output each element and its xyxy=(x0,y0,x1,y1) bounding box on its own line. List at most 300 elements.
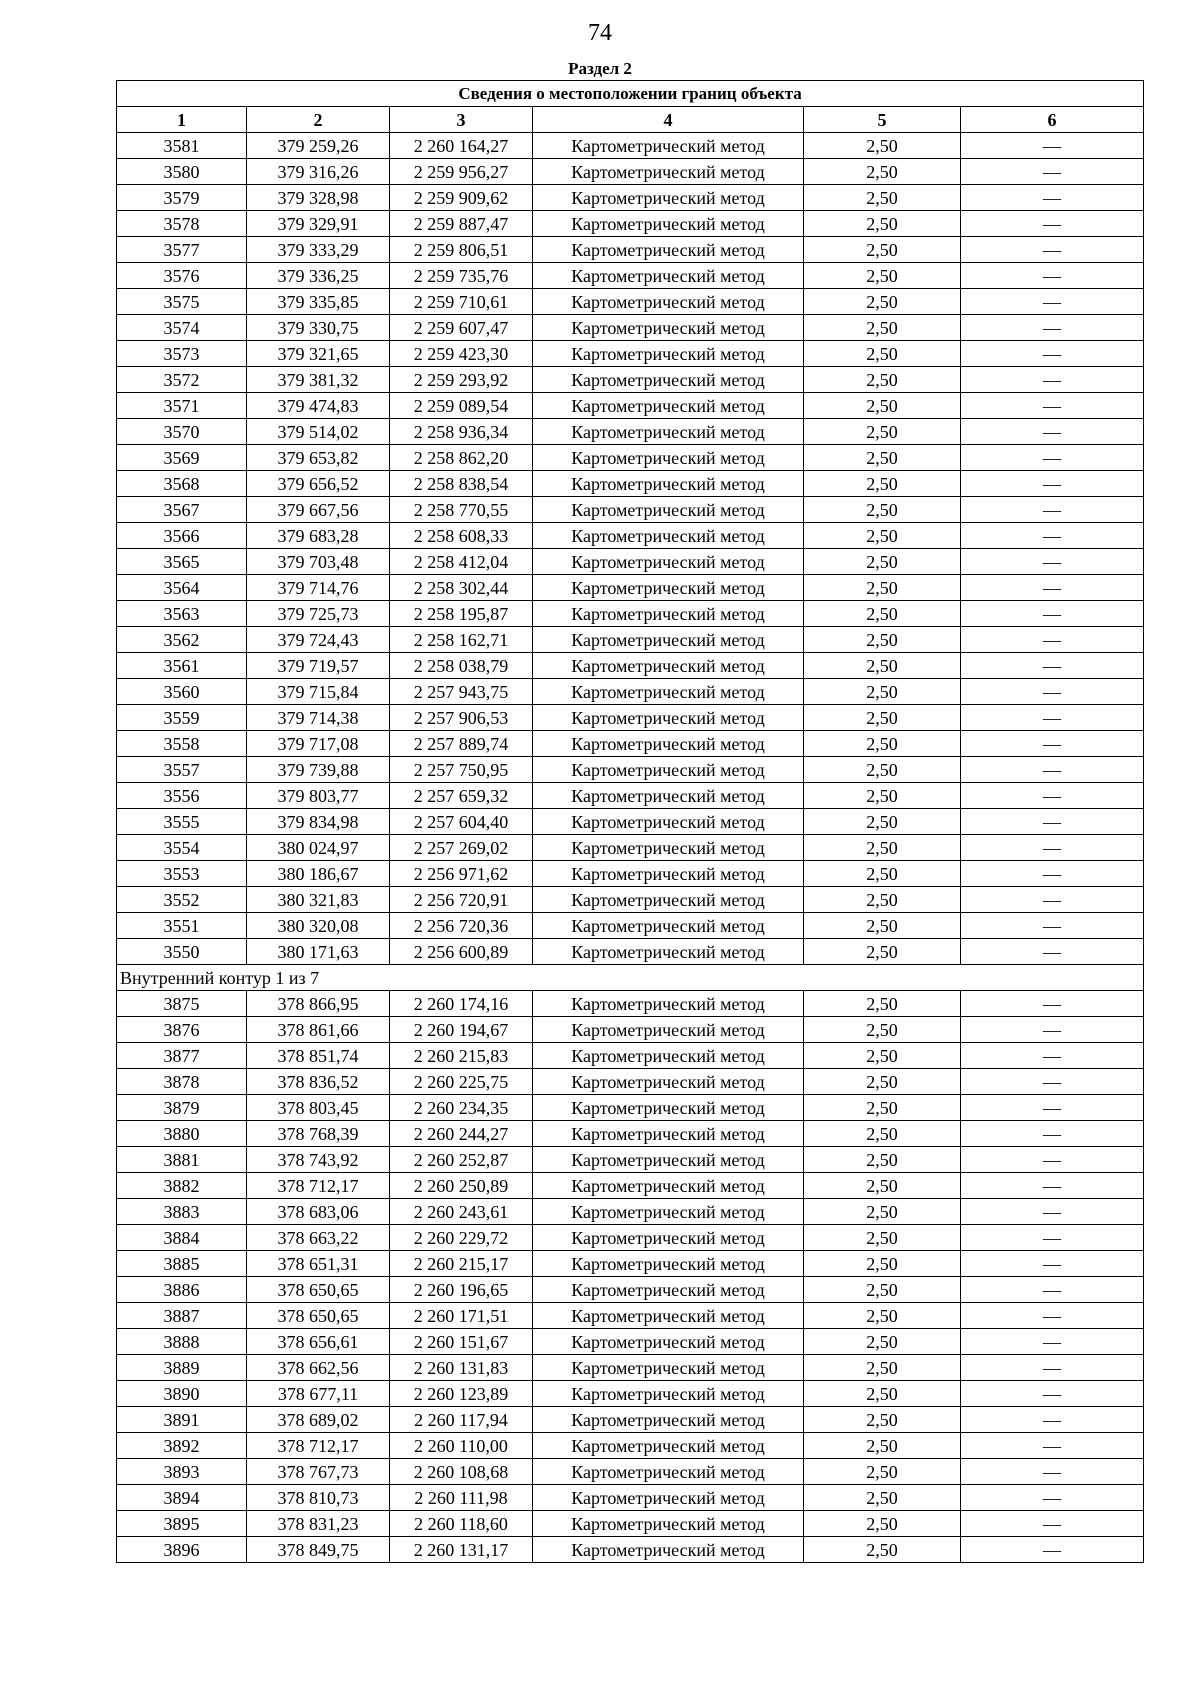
table-row xyxy=(117,705,1144,731)
table-cell: 379 259,26 xyxy=(247,133,390,159)
contour-label: Внутренний контур 1 из 7 xyxy=(117,965,1144,991)
table-cell: 2 257 604,40 xyxy=(390,809,533,835)
table-cell: — xyxy=(961,237,1144,263)
table-cell: — xyxy=(961,211,1144,237)
table-cell: 2,50 xyxy=(804,705,961,731)
table-cell: 2,50 xyxy=(804,367,961,393)
table-row xyxy=(117,367,1144,393)
table-row xyxy=(117,575,1144,601)
table-cell: 3880 xyxy=(117,1121,247,1147)
table-row xyxy=(117,1017,1144,1043)
table-cell: 2 260 131,17 xyxy=(390,1537,533,1563)
table-cell: 379 714,76 xyxy=(247,575,390,601)
table-cell: 2 258 838,54 xyxy=(390,471,533,497)
table-row xyxy=(117,1407,1144,1433)
table-cell: 3568 xyxy=(117,471,247,497)
table-cell: — xyxy=(961,939,1144,965)
table-row xyxy=(117,471,1144,497)
table-cell: Картометрический метод xyxy=(533,1303,804,1329)
table-cell: 3891 xyxy=(117,1407,247,1433)
table-cell: 2 259 806,51 xyxy=(390,237,533,263)
table-cell: — xyxy=(961,627,1144,653)
table-cell: 3572 xyxy=(117,367,247,393)
table-cell: 378 662,56 xyxy=(247,1355,390,1381)
table-cell: 2 259 710,61 xyxy=(390,289,533,315)
table-cell: Картометрический метод xyxy=(533,367,804,393)
table-cell: 3575 xyxy=(117,289,247,315)
table-cell: 2,50 xyxy=(804,315,961,341)
table-cell: 380 024,97 xyxy=(247,835,390,861)
table-row xyxy=(117,991,1144,1017)
table-cell: 378 677,11 xyxy=(247,1381,390,1407)
column-header: 6 xyxy=(961,107,1144,133)
table-cell: 2 259 956,27 xyxy=(390,159,533,185)
table-cell: Картометрический метод xyxy=(533,705,804,731)
column-header: 5 xyxy=(804,107,961,133)
table-cell: 2,50 xyxy=(804,341,961,367)
table-row xyxy=(117,731,1144,757)
table-cell: 379 739,88 xyxy=(247,757,390,783)
table-cell: 2 260 250,89 xyxy=(390,1173,533,1199)
table-cell: Картометрический метод xyxy=(533,575,804,601)
table-row xyxy=(117,1225,1144,1251)
table-cell: 3881 xyxy=(117,1147,247,1173)
table-cell: 2 256 720,91 xyxy=(390,887,533,913)
table-cell: — xyxy=(961,1173,1144,1199)
table-cell: 2,50 xyxy=(804,1329,961,1355)
table-row xyxy=(117,315,1144,341)
table-cell: 2,50 xyxy=(804,601,961,627)
table-cell: 378 743,92 xyxy=(247,1147,390,1173)
table-cell: — xyxy=(961,1355,1144,1381)
table-cell: 2,50 xyxy=(804,1511,961,1537)
table-cell: 2 260 151,67 xyxy=(390,1329,533,1355)
table-cell: 380 171,63 xyxy=(247,939,390,965)
table-row xyxy=(117,1355,1144,1381)
table-cell: 2,50 xyxy=(804,445,961,471)
table-cell: Картометрический метод xyxy=(533,1147,804,1173)
table-cell: 378 849,75 xyxy=(247,1537,390,1563)
table-cell: — xyxy=(961,861,1144,887)
table-cell: 3895 xyxy=(117,1511,247,1537)
table-cell: — xyxy=(961,1459,1144,1485)
table-cell: 2 259 887,47 xyxy=(390,211,533,237)
table-cell: Картометрический метод xyxy=(533,419,804,445)
table-cell: 2,50 xyxy=(804,627,961,653)
column-header: 2 xyxy=(247,107,390,133)
table-cell: 379 656,52 xyxy=(247,471,390,497)
table-cell: 379 330,75 xyxy=(247,315,390,341)
table-cell: 2,50 xyxy=(804,159,961,185)
table-cell: 3570 xyxy=(117,419,247,445)
table-row xyxy=(117,133,1144,159)
table-cell: 3571 xyxy=(117,393,247,419)
table-row xyxy=(117,289,1144,315)
table-cell: 379 336,25 xyxy=(247,263,390,289)
table-cell: 379 514,02 xyxy=(247,419,390,445)
table-cell: 2 260 194,67 xyxy=(390,1017,533,1043)
table-cell: Картометрический метод xyxy=(533,913,804,939)
table-cell: 2 260 215,17 xyxy=(390,1251,533,1277)
table-cell: 3884 xyxy=(117,1225,247,1251)
table-cell: Картометрический метод xyxy=(533,497,804,523)
table-cell: Картометрический метод xyxy=(533,549,804,575)
table-cell: Картометрический метод xyxy=(533,1537,804,1563)
table-cell: 378 831,23 xyxy=(247,1511,390,1537)
table-cell: 379 316,26 xyxy=(247,159,390,185)
table-row xyxy=(117,1173,1144,1199)
table-cell: 3578 xyxy=(117,211,247,237)
table-cell: 2,50 xyxy=(804,575,961,601)
table-cell: Картометрический метод xyxy=(533,1459,804,1485)
table-cell: 3551 xyxy=(117,913,247,939)
table-cell: 378 810,73 xyxy=(247,1485,390,1511)
table-cell: 2 260 171,51 xyxy=(390,1303,533,1329)
table-cell: 2,50 xyxy=(804,263,961,289)
table-row xyxy=(117,1199,1144,1225)
table-body xyxy=(117,133,1144,1563)
table-cell: — xyxy=(961,1537,1144,1563)
table-cell: 378 836,52 xyxy=(247,1069,390,1095)
table-row xyxy=(117,1251,1144,1277)
table-cell: 2,50 xyxy=(804,419,961,445)
table-cell: 3883 xyxy=(117,1199,247,1225)
table-row xyxy=(117,679,1144,705)
table-cell: 378 712,17 xyxy=(247,1173,390,1199)
table-cell: — xyxy=(961,1303,1144,1329)
table-cell: 379 329,91 xyxy=(247,211,390,237)
table-cell: 379 803,77 xyxy=(247,783,390,809)
table-cell: 2,50 xyxy=(804,783,961,809)
table-cell: 2 260 108,68 xyxy=(390,1459,533,1485)
table-cell: 378 712,17 xyxy=(247,1433,390,1459)
table-cell: 3580 xyxy=(117,159,247,185)
table-cell: Картометрический метод xyxy=(533,159,804,185)
table-cell: 2 260 244,27 xyxy=(390,1121,533,1147)
table-cell: 2 258 862,20 xyxy=(390,445,533,471)
table-cell: 2 256 971,62 xyxy=(390,861,533,887)
table-row xyxy=(117,497,1144,523)
table-cell: — xyxy=(961,1121,1144,1147)
table-cell: — xyxy=(961,1433,1144,1459)
table-row xyxy=(117,1303,1144,1329)
table-cell: — xyxy=(961,1511,1144,1537)
table-cell: 2,50 xyxy=(804,835,961,861)
table-cell: 378 803,45 xyxy=(247,1095,390,1121)
table-cell: 379 717,08 xyxy=(247,731,390,757)
table-cell: 2 260 164,27 xyxy=(390,133,533,159)
table-cell: Картометрический метод xyxy=(533,679,804,705)
table-cell: Картометрический метод xyxy=(533,523,804,549)
table-cell: 2,50 xyxy=(804,991,961,1017)
table-row xyxy=(117,809,1144,835)
table-row xyxy=(117,887,1144,913)
table-cell: — xyxy=(961,1407,1144,1433)
table-cell: 3563 xyxy=(117,601,247,627)
table-row xyxy=(117,341,1144,367)
table-cell: 3558 xyxy=(117,731,247,757)
table-row xyxy=(117,1485,1144,1511)
table-cell: 3885 xyxy=(117,1251,247,1277)
table-cell: 2,50 xyxy=(804,1433,961,1459)
table-cell: — xyxy=(961,497,1144,523)
table-cell: 3574 xyxy=(117,315,247,341)
table-cell: 3556 xyxy=(117,783,247,809)
table-cell: — xyxy=(961,705,1144,731)
table-cell: 2 256 600,89 xyxy=(390,939,533,965)
table-cell: — xyxy=(961,1069,1144,1095)
table-cell: 379 715,84 xyxy=(247,679,390,705)
boundary-coordinates-table xyxy=(116,80,1144,1563)
table-cell: 2 258 038,79 xyxy=(390,653,533,679)
table-cell: 2,50 xyxy=(804,1251,961,1277)
table-cell: 2,50 xyxy=(804,653,961,679)
table-cell: 2,50 xyxy=(804,471,961,497)
table-cell: Картометрический метод xyxy=(533,939,804,965)
table-cell: 2,50 xyxy=(804,133,961,159)
table-cell: 2 257 889,74 xyxy=(390,731,533,757)
table-row xyxy=(117,861,1144,887)
table-cell: Картометрический метод xyxy=(533,1485,804,1511)
table-cell: 2,50 xyxy=(804,887,961,913)
table-cell: 3577 xyxy=(117,237,247,263)
table-cell: — xyxy=(961,1225,1144,1251)
column-header: 3 xyxy=(390,107,533,133)
table-cell: 378 767,73 xyxy=(247,1459,390,1485)
table-cell: — xyxy=(961,523,1144,549)
table-cell: — xyxy=(961,263,1144,289)
table-cell: 378 861,66 xyxy=(247,1017,390,1043)
table-cell: Картометрический метод xyxy=(533,1381,804,1407)
table-cell: 379 333,29 xyxy=(247,237,390,263)
table-cell: 378 651,31 xyxy=(247,1251,390,1277)
table-cell: Картометрический метод xyxy=(533,315,804,341)
table-cell: 3882 xyxy=(117,1173,247,1199)
table-cell: — xyxy=(961,1017,1144,1043)
table-cell: 378 866,95 xyxy=(247,991,390,1017)
table-row xyxy=(117,1381,1144,1407)
table-cell: — xyxy=(961,1381,1144,1407)
table-cell: — xyxy=(961,887,1144,913)
table-cell: — xyxy=(961,835,1144,861)
table-cell: 3562 xyxy=(117,627,247,653)
table-cell: 2 260 215,83 xyxy=(390,1043,533,1069)
table-cell: Картометрический метод xyxy=(533,1433,804,1459)
table-cell: — xyxy=(961,913,1144,939)
table-row xyxy=(117,1433,1144,1459)
table-cell: 3555 xyxy=(117,809,247,835)
table-row xyxy=(117,835,1144,861)
table-cell: Картометрический метод xyxy=(533,1043,804,1069)
table-row xyxy=(117,1121,1144,1147)
table-cell: Картометрический метод xyxy=(533,1251,804,1277)
table-cell: Картометрический метод xyxy=(533,1199,804,1225)
table-row xyxy=(117,185,1144,211)
table-cell: 2,50 xyxy=(804,393,961,419)
table-cell: 379 714,38 xyxy=(247,705,390,731)
table-cell: 2 260 131,83 xyxy=(390,1355,533,1381)
contour-label-row xyxy=(117,965,1144,991)
table-cell: 2,50 xyxy=(804,1173,961,1199)
table-cell: 3553 xyxy=(117,861,247,887)
table-cell: 2,50 xyxy=(804,913,961,939)
table-cell: 379 719,57 xyxy=(247,653,390,679)
table-cell: 380 321,83 xyxy=(247,887,390,913)
table-cell: 3576 xyxy=(117,263,247,289)
table-cell: 2 260 234,35 xyxy=(390,1095,533,1121)
table-cell: 2,50 xyxy=(804,289,961,315)
table-cell: 2 257 906,53 xyxy=(390,705,533,731)
table-cell: Картометрический метод xyxy=(533,133,804,159)
table-cell: Картометрический метод xyxy=(533,1017,804,1043)
table-cell: Картометрический метод xyxy=(533,627,804,653)
table-cell: — xyxy=(961,1043,1144,1069)
table-cell: 2,50 xyxy=(804,237,961,263)
table-cell: 2,50 xyxy=(804,1355,961,1381)
table-cell: 3890 xyxy=(117,1381,247,1407)
table-cell: 3893 xyxy=(117,1459,247,1485)
table-cell: 3877 xyxy=(117,1043,247,1069)
table-row xyxy=(117,601,1144,627)
table-cell: Картометрический метод xyxy=(533,809,804,835)
table-cell: 378 656,61 xyxy=(247,1329,390,1355)
page-number: 74 xyxy=(588,20,612,46)
table-cell: 2,50 xyxy=(804,211,961,237)
table-cell: 2,50 xyxy=(804,1537,961,1563)
table-cell: 378 683,06 xyxy=(247,1199,390,1225)
table-cell: 3557 xyxy=(117,757,247,783)
table-cell: — xyxy=(961,679,1144,705)
table-cell: Картометрический метод xyxy=(533,211,804,237)
table-cell: 2,50 xyxy=(804,861,961,887)
table-cell: 2 257 943,75 xyxy=(390,679,533,705)
table-cell: 3892 xyxy=(117,1433,247,1459)
table-cell: 3581 xyxy=(117,133,247,159)
table-row xyxy=(117,1043,1144,1069)
table-cell: 2,50 xyxy=(804,1121,961,1147)
table-cell: 3888 xyxy=(117,1329,247,1355)
table-row xyxy=(117,159,1144,185)
table-cell: 379 725,73 xyxy=(247,601,390,627)
table-cell: 379 321,65 xyxy=(247,341,390,367)
table-cell: Картометрический метод xyxy=(533,991,804,1017)
table-cell: — xyxy=(961,185,1144,211)
table-cell: Картометрический метод xyxy=(533,1355,804,1381)
table-cell: 3886 xyxy=(117,1277,247,1303)
table-row xyxy=(117,445,1144,471)
table-row xyxy=(117,783,1144,809)
table-row xyxy=(117,393,1144,419)
table-cell: Картометрический метод xyxy=(533,1329,804,1355)
table-cell: Картометрический метод xyxy=(533,471,804,497)
table-row xyxy=(117,939,1144,965)
table-cell: 2 259 909,62 xyxy=(390,185,533,211)
table-cell: 2,50 xyxy=(804,757,961,783)
table-cell: Картометрический метод xyxy=(533,289,804,315)
table-cell: 2,50 xyxy=(804,549,961,575)
table-cell: 2,50 xyxy=(804,1459,961,1485)
table-title: Сведения о местоположении границ объекта xyxy=(117,81,1144,107)
table-cell: 2,50 xyxy=(804,1407,961,1433)
table-cell: 3565 xyxy=(117,549,247,575)
table-cell: — xyxy=(961,1251,1144,1277)
table-cell: Картометрический метод xyxy=(533,1095,804,1121)
table-cell: 2 260 110,00 xyxy=(390,1433,533,1459)
table-cell: 3554 xyxy=(117,835,247,861)
table-cell: Картометрический метод xyxy=(533,445,804,471)
table-cell: 3560 xyxy=(117,679,247,705)
table-row xyxy=(117,1069,1144,1095)
table-cell: 3569 xyxy=(117,445,247,471)
table-cell: 3889 xyxy=(117,1355,247,1381)
table-cell: 379 683,28 xyxy=(247,523,390,549)
table-cell: 3887 xyxy=(117,1303,247,1329)
table-cell: 379 724,43 xyxy=(247,627,390,653)
table-cell: Картометрический метод xyxy=(533,835,804,861)
table-cell: Картометрический метод xyxy=(533,1277,804,1303)
table-cell: Картометрический метод xyxy=(533,237,804,263)
table-row xyxy=(117,1537,1144,1563)
table-cell: 379 703,48 xyxy=(247,549,390,575)
table-cell: 3559 xyxy=(117,705,247,731)
table-cell: 2 260 111,98 xyxy=(390,1485,533,1511)
table-row xyxy=(117,1277,1144,1303)
table-cell: 2 259 293,92 xyxy=(390,367,533,393)
table-cell: — xyxy=(961,471,1144,497)
table-cell: 379 328,98 xyxy=(247,185,390,211)
table-cell: Картометрический метод xyxy=(533,1407,804,1433)
column-header: 4 xyxy=(533,107,804,133)
table-cell: 378 851,74 xyxy=(247,1043,390,1069)
table-cell: 378 650,65 xyxy=(247,1277,390,1303)
table-cell: — xyxy=(961,653,1144,679)
table-cell: 2 260 243,61 xyxy=(390,1199,533,1225)
table-row xyxy=(117,549,1144,575)
table-cell: — xyxy=(961,393,1144,419)
table-cell: 2,50 xyxy=(804,1069,961,1095)
table-cell: — xyxy=(961,341,1144,367)
table-cell: 2 260 123,89 xyxy=(390,1381,533,1407)
table-row xyxy=(117,627,1144,653)
table-cell: 2,50 xyxy=(804,1147,961,1173)
table-row xyxy=(117,263,1144,289)
table-cell: 3879 xyxy=(117,1095,247,1121)
table-cell: 2,50 xyxy=(804,185,961,211)
table-cell: 2 260 229,72 xyxy=(390,1225,533,1251)
table-cell: — xyxy=(961,159,1144,185)
table-cell: 380 320,08 xyxy=(247,913,390,939)
table-cell: Картометрический метод xyxy=(533,601,804,627)
table-cell: Картометрический метод xyxy=(533,653,804,679)
table-cell: 2 258 608,33 xyxy=(390,523,533,549)
table-cell: — xyxy=(961,991,1144,1017)
table-cell: — xyxy=(961,601,1144,627)
table-cell: — xyxy=(961,315,1144,341)
table-cell: 3878 xyxy=(117,1069,247,1095)
table-cell: — xyxy=(961,419,1144,445)
table-cell: 2,50 xyxy=(804,1381,961,1407)
table-cell: 2 257 659,32 xyxy=(390,783,533,809)
table-row xyxy=(117,913,1144,939)
table-cell: 2,50 xyxy=(804,1485,961,1511)
table-cell: — xyxy=(961,367,1144,393)
table-cell: 2,50 xyxy=(804,1043,961,1069)
table-row xyxy=(117,1511,1144,1537)
table-cell: 2 259 089,54 xyxy=(390,393,533,419)
section-title: Раздел 2 xyxy=(568,59,632,78)
table-cell: 2 259 735,76 xyxy=(390,263,533,289)
table-row xyxy=(117,1459,1144,1485)
